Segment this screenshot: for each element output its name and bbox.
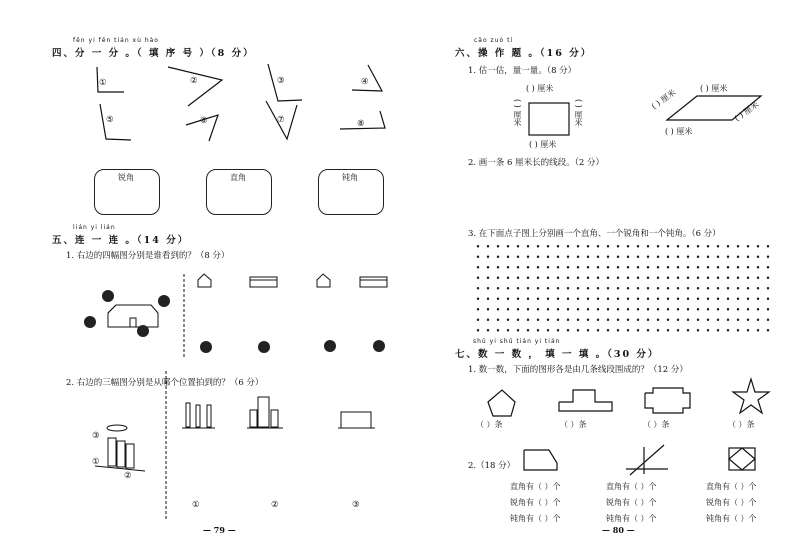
para-top: ( ) 厘米 <box>700 84 728 93</box>
sec5-title: 五、连 一 连 。（14 分） <box>52 235 190 246</box>
count-acute-2[interactable]: 锐角有（ ）个 <box>606 498 657 507</box>
label-acute: 锐角 <box>118 173 134 182</box>
para-right: ( ) 厘米 <box>732 99 761 124</box>
angle-2 <box>168 67 222 106</box>
blank-cross[interactable]: （ ）条 <box>643 420 670 429</box>
line-diagonal <box>630 445 664 475</box>
angle-label-5: ⑤ <box>106 115 114 125</box>
sec7-pinyin: shǔ yi shǔ tián yi tián <box>473 338 561 345</box>
measure-bottom: ( ) 厘米 <box>529 140 557 149</box>
angle-label-4: ④ <box>361 77 369 87</box>
angle-label-7: ⑦ <box>277 115 285 125</box>
page-number-left: — 79 — <box>203 525 236 535</box>
position-3: ③ <box>92 431 100 441</box>
shape-star <box>733 379 769 413</box>
shape-steps <box>559 390 612 411</box>
position-1: ① <box>92 457 100 467</box>
angle-label-2: ② <box>190 76 198 86</box>
count-obtuse-1[interactable]: 钝角有（ ）个 <box>510 514 561 523</box>
shape-pentagon <box>488 390 515 416</box>
blank-pentagon[interactable]: （ ）条 <box>476 420 503 429</box>
para-left: ( ) 厘米 <box>649 87 678 112</box>
sec4-title: 四、分 一 分 。（ 填 序 号 ）（8 分） <box>52 48 255 59</box>
count-acute-3[interactable]: 锐角有（ ）个 <box>706 498 757 507</box>
label-right: 直角 <box>230 173 246 182</box>
square-frame <box>729 448 755 470</box>
sec6-pinyin: cāo zuò tí <box>474 37 514 44</box>
left-q2: 2. 右边的三幅图分别是从哪个位置拍到的？（6 分） <box>66 378 264 388</box>
angle-label-6: ⑥ <box>200 116 208 126</box>
angle-label-1: ① <box>99 78 107 88</box>
inner-diamond <box>729 448 755 470</box>
shape-trapezoid <box>524 450 557 470</box>
photo-label-2: ② <box>271 500 279 510</box>
right-q7-2: 2.（18 分） <box>468 461 516 471</box>
photo-label-1: ① <box>192 500 200 510</box>
left-q1: 1. 右边的四幅图分别是谁看到的？（8 分） <box>66 251 230 261</box>
measure-left: ( ) 厘米 <box>513 99 522 127</box>
measure-top: ( ) 厘米 <box>526 84 554 93</box>
blank-star[interactable]: （ ）条 <box>728 420 755 429</box>
count-obtuse-2[interactable]: 钝角有（ ）个 <box>606 514 657 523</box>
shape-cross <box>645 388 690 413</box>
count-right-1[interactable]: 直角有（ ）个 <box>510 482 561 491</box>
sec6-title: 六、操 作 题 。（16 分） <box>455 48 593 59</box>
label-obtuse: 钝角 <box>342 173 358 182</box>
sec5-pinyin: lián yi lián <box>73 224 116 231</box>
position-2: ② <box>124 471 132 481</box>
angle-3 <box>268 64 302 101</box>
page-number-right: — 80 — <box>602 525 635 535</box>
angle-5 <box>100 104 131 140</box>
count-right-2[interactable]: 直角有（ ）个 <box>606 482 657 491</box>
para-bottom: ( ) 厘米 <box>665 127 693 136</box>
count-obtuse-3[interactable]: 钝角有（ ）个 <box>706 514 757 523</box>
photo-label-3: ③ <box>352 500 360 510</box>
right-q2: 2. 画一条 6 厘米长的线段。（2 分） <box>468 158 604 168</box>
measure-square <box>529 103 569 135</box>
right-q7-1: 1. 数一数，下面的图形各是由几条线段围成的？（12 分） <box>468 365 688 375</box>
angle-label-8: ⑧ <box>357 119 365 129</box>
sec7-title: 七、数 一 数 ， 填 一 填 。（30 分） <box>455 349 660 360</box>
angle-label-3: ③ <box>277 76 285 86</box>
blank-steps[interactable]: （ ）条 <box>560 420 587 429</box>
count-acute-1[interactable]: 锐角有（ ）个 <box>510 498 561 507</box>
count-right-3[interactable]: 直角有（ ）个 <box>706 482 757 491</box>
dot-grid[interactable] <box>473 241 773 335</box>
measure-right: ( ) 厘米 <box>574 99 583 127</box>
sec4-pinyin: fēn yi fēn tián xù hào <box>73 37 159 44</box>
right-q1: 1. 估一估，量一量。（8 分） <box>468 66 577 76</box>
right-q3: 3. 在下面点子图上分别画一个直角、一个锐角和一个钝角。（6 分） <box>468 229 721 239</box>
